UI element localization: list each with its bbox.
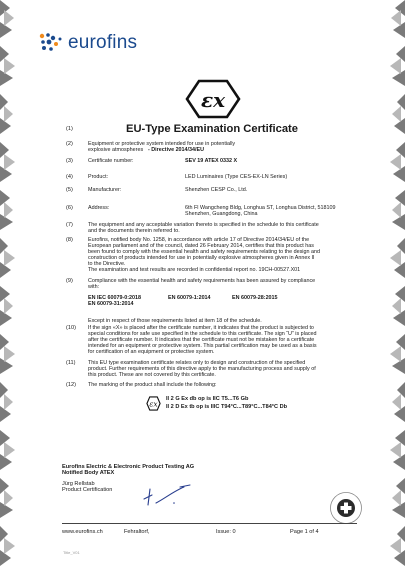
standard-item: EN 60079-1:2014: [168, 295, 211, 301]
para11-line: this product. These are not covered by this certificate.: [88, 372, 216, 378]
product-value: LED Luminaires (Type CES-EX-LN Series): [185, 174, 288, 180]
except-text: Except in respect of those requirements listed at item 18 of the schedule.: [88, 318, 262, 324]
signoff-nb: Notified Body ATEX: [62, 470, 115, 476]
certificate-number-value: SEV 19 ATEX 0332 X: [185, 158, 238, 164]
item-number: (6): [66, 205, 73, 211]
para8-line: been found to comply with the essential health and safety requirements relating to the design and: [88, 249, 320, 255]
marking-gas: II 2 G Ex db op is IIC T5...T6 Gb: [166, 396, 249, 402]
address-label: Address:: [88, 205, 110, 211]
footer-place: Fehraltorf,: [124, 529, 150, 535]
para8-line: European parliament and of the council, dated 26 February 2014, certifies that this product has: [88, 243, 314, 249]
svg-text:εx: εx: [149, 399, 158, 409]
marking-dust: II 2 D Ex tb op is IIIC T94°C...T89°C...T84°C Db: [166, 404, 288, 410]
standard-item: EN 60079-28:2015: [232, 295, 278, 301]
footer-issue: Issue: 0: [216, 529, 236, 535]
para12-text: The marking of the product shall include the following:: [88, 382, 217, 388]
item-number: (9): [66, 278, 73, 284]
footer-page: Page 1 of 4: [290, 529, 319, 535]
manufacturer-label: Manufacturer:: [88, 187, 122, 193]
product-label: Product:: [88, 174, 109, 180]
para11-line: This EU type examination certificate relates only to design and construction of the specified: [88, 360, 306, 366]
para10-line: for certification of an equipment or protective system.: [88, 349, 215, 355]
standard-item: EN IEC 60079-0:2018: [88, 295, 142, 301]
accreditation-stamp: [329, 491, 363, 525]
decorative-border-right: [389, 0, 405, 570]
certificate-number-label: Certificate number:: [88, 158, 134, 164]
para10-line: after the certificate number. It indicates that the certificate must not be mistaken for a certificate: [88, 337, 315, 343]
eurofins-logo: [38, 32, 137, 54]
signoff-name: Jürg Rellstab: [62, 481, 95, 487]
footer-divider: [62, 523, 357, 524]
para10-line: If the sign «X» is placed after the certificate number, it indicates that the product is subjected to: [88, 325, 314, 331]
standard-item: EN 60079-31:2014: [88, 301, 134, 307]
signature: [140, 483, 200, 507]
item-2-directive: - Directive 2014/34/EU: [148, 147, 205, 153]
address-value-line2: Shenzhen, Guangdong, China: [185, 211, 258, 217]
item-number: (1): [66, 126, 73, 132]
para8-line: construction of products intended for use in potentially explosive atmospheres given in Annex II: [88, 255, 315, 261]
para8-line: The examination and test results are recorded in confidential report no. 19CH-00527.X01: [88, 267, 301, 273]
item-number: (4): [66, 174, 73, 180]
footer-website: www.eurofins.ch: [62, 529, 103, 535]
para8-line: Eurofins, notified body No. 1258, in accordance with article 17 of Directive 2014/34/EU of the: [88, 237, 310, 243]
item-number: (12): [66, 382, 76, 388]
signoff-role: Product Certification: [62, 487, 113, 493]
para10-line: special conditions for safe use specified in the schedule to this certificate. The sign “U” is placed: [88, 331, 317, 337]
item-number: (3): [66, 158, 73, 164]
item-2-text-line2: explosive atmospheres: [88, 147, 144, 153]
eurofins-dots-icon: [38, 32, 64, 54]
para9-line: Compliance with the essential health and safety requirements has been assured by compliance: [88, 278, 316, 284]
item-number: (10): [66, 325, 76, 331]
item-number: (2): [66, 141, 73, 147]
para7-line: and the documents therein referred to.: [88, 228, 180, 234]
decorative-border-left: [0, 0, 16, 570]
logo-text: eurofins: [68, 32, 138, 53]
item-number: (11): [66, 360, 76, 366]
ex-hexagon-icon: [185, 79, 241, 119]
manufacturer-value: Shenzhen CESP Co., Ltd.: [185, 187, 248, 193]
para11-line: product. Further requirements of this directive apply to the manufacturing process and supply of: [88, 366, 316, 372]
para10-line: intended for an equipment or protective system. This partial certification may be used as a basis: [88, 343, 317, 349]
svg-text:εx: εx: [200, 88, 226, 112]
para9-line: with:: [88, 284, 100, 290]
document-title: EU-Type Examination Certificate: [126, 123, 298, 135]
address-value: 6th Fl Wangcheng Bldg, Longhua ST, Longhua District, 518109: [185, 205, 336, 211]
item-2-text: Equipment or protective system intended for use in potentially: [88, 141, 236, 147]
signoff-org: Eurofins Electric & Electronic Product Testing AG: [62, 464, 195, 470]
para7-line: The equipment and any acceptable variation thereto is specified in the schedule to this certificate: [88, 222, 319, 228]
ex-small-icon: [146, 396, 161, 411]
template-ref: Title_V01: [63, 550, 80, 555]
para8-line: to the Directive.: [88, 261, 126, 267]
item-number: (8): [66, 237, 73, 243]
item-number: (7): [66, 222, 73, 228]
item-number: (5): [66, 187, 73, 193]
